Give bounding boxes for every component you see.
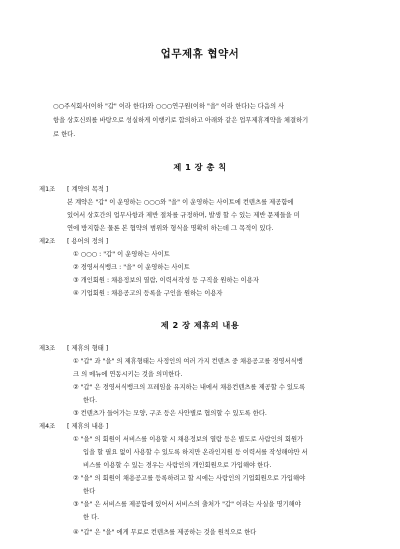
article-4-number: 제4조 bbox=[39, 423, 56, 430]
article-1-heading: [ 계약의 목적 ] bbox=[67, 186, 109, 193]
preamble-line: 항을 상호신뢰를 바탕으로 성실하게 이행키로 합의하고 아래와 같은 업무제휴계약을 체결하기 bbox=[53, 117, 309, 124]
preamble bbox=[53, 100, 373, 142]
article-3-number: 제3조 bbox=[39, 345, 56, 352]
article-4-item: ① "을" 의 회원이 서비스를 이용할 시 채용정보의 열람 등은 별도로 사람인의 회원가 bbox=[73, 436, 304, 443]
definition-item: ② 경영서식뱅크 : "을" 이 운영하는 사이트 bbox=[73, 264, 190, 271]
article-3-item: ③ 컨텐츠가 들어가는 모양, 구조 등은 사안별로 협의할 수 있도록 한다. bbox=[73, 410, 267, 417]
document-title: 업무제휴 협약서 bbox=[160, 48, 240, 60]
article-3-item: ① "갑" 과 "을" 의 제휴형태는 사정인의 여러 가지 컨텐츠 중 채용공고를 경영서식뱅 bbox=[73, 358, 303, 365]
chapter-1-title: 제 1 장 총 칙 bbox=[173, 162, 227, 172]
article-1-number: 제1조 bbox=[39, 186, 56, 193]
preamble-line: ○○주식회사(이하 "갑" 이라 한다)와 ○○○연구원(이하 "을" 이라 한다)는 다음의 사 bbox=[53, 103, 285, 110]
article-4-item: 입을 할 필요 없이 사용할 수 있도록 하지만 온라인지원 등 이력서를 작성해야만 서 bbox=[83, 449, 308, 456]
article-3-heading: [ 제휴의 형태 ] bbox=[67, 345, 109, 352]
article-4-item: ③ "을" 은 서비스를 제공함에 있어서 서비스의 출처가 "갑" 이라는 사실을 명기해야 bbox=[73, 501, 301, 508]
article-1-body-line: 본 계약은 "갑" 이 운영하는 ○○○와 "을" 이 운영하는 사이트에 컨텐츠를 제공함에 bbox=[67, 199, 294, 206]
article-4-item: 비스를 이용할 수 있는 경우는 사람인의 개인회원으로 가입해야 한다. bbox=[83, 462, 272, 469]
definition-item: ① ○○○ : "갑" 이 운영하는 사이트 bbox=[73, 251, 170, 258]
article-4-item: 한 다. bbox=[83, 514, 100, 521]
article-3-item: 크 의 메뉴에 연동시키는 것을 의미한다. bbox=[73, 371, 183, 378]
article-4-heading: [ 제휴의 내용 ] bbox=[67, 423, 109, 430]
preamble-line: 로 한다. bbox=[53, 131, 76, 138]
article-3-item: 한다. bbox=[83, 397, 98, 404]
article-1-body-line: 연에 방지함은 물론 본 협약의 범위와 형식을 명확히 하는데 그 목적이 있다. bbox=[67, 225, 274, 232]
article-1-body-line: 있어서 상호간의 업무사항과 제반 절차를 규정하며, 발생 할 수 있는 제반 문제들을 미 bbox=[67, 212, 300, 219]
definition-item: ④ 기업회원 : 채용공고의 등록을 구인을 원하는 이용자 bbox=[73, 290, 223, 297]
chapter-2-title: 제 2 장 제휴의 내용 bbox=[160, 320, 240, 330]
article-3-item: ② "갑" 은 경영서식뱅크의 프레임을 유지하는 내에서 채용컨텐츠를 제공할 수 있도록 bbox=[73, 384, 306, 391]
definition-item: ③ 개인회원 : 채용정보의 열람, 이력서작성 등 구직을 원하는 이용자 bbox=[73, 277, 259, 284]
article-4-item: ④ "갑" 은 "을" 에게 무료로 컨텐츠를 제공하는 것을 원칙으로 한다 bbox=[73, 529, 257, 536]
article-2-heading: [ 용어의 정의 ] bbox=[67, 238, 109, 245]
article-4-item: 한다 bbox=[83, 488, 96, 495]
article-4-item: ② "을" 의 회원이 채용공고를 등록하려고 할 시에는 사람인의 기업회원으로 가입해야 bbox=[73, 475, 306, 482]
article-2-number: 제2조 bbox=[39, 238, 56, 245]
